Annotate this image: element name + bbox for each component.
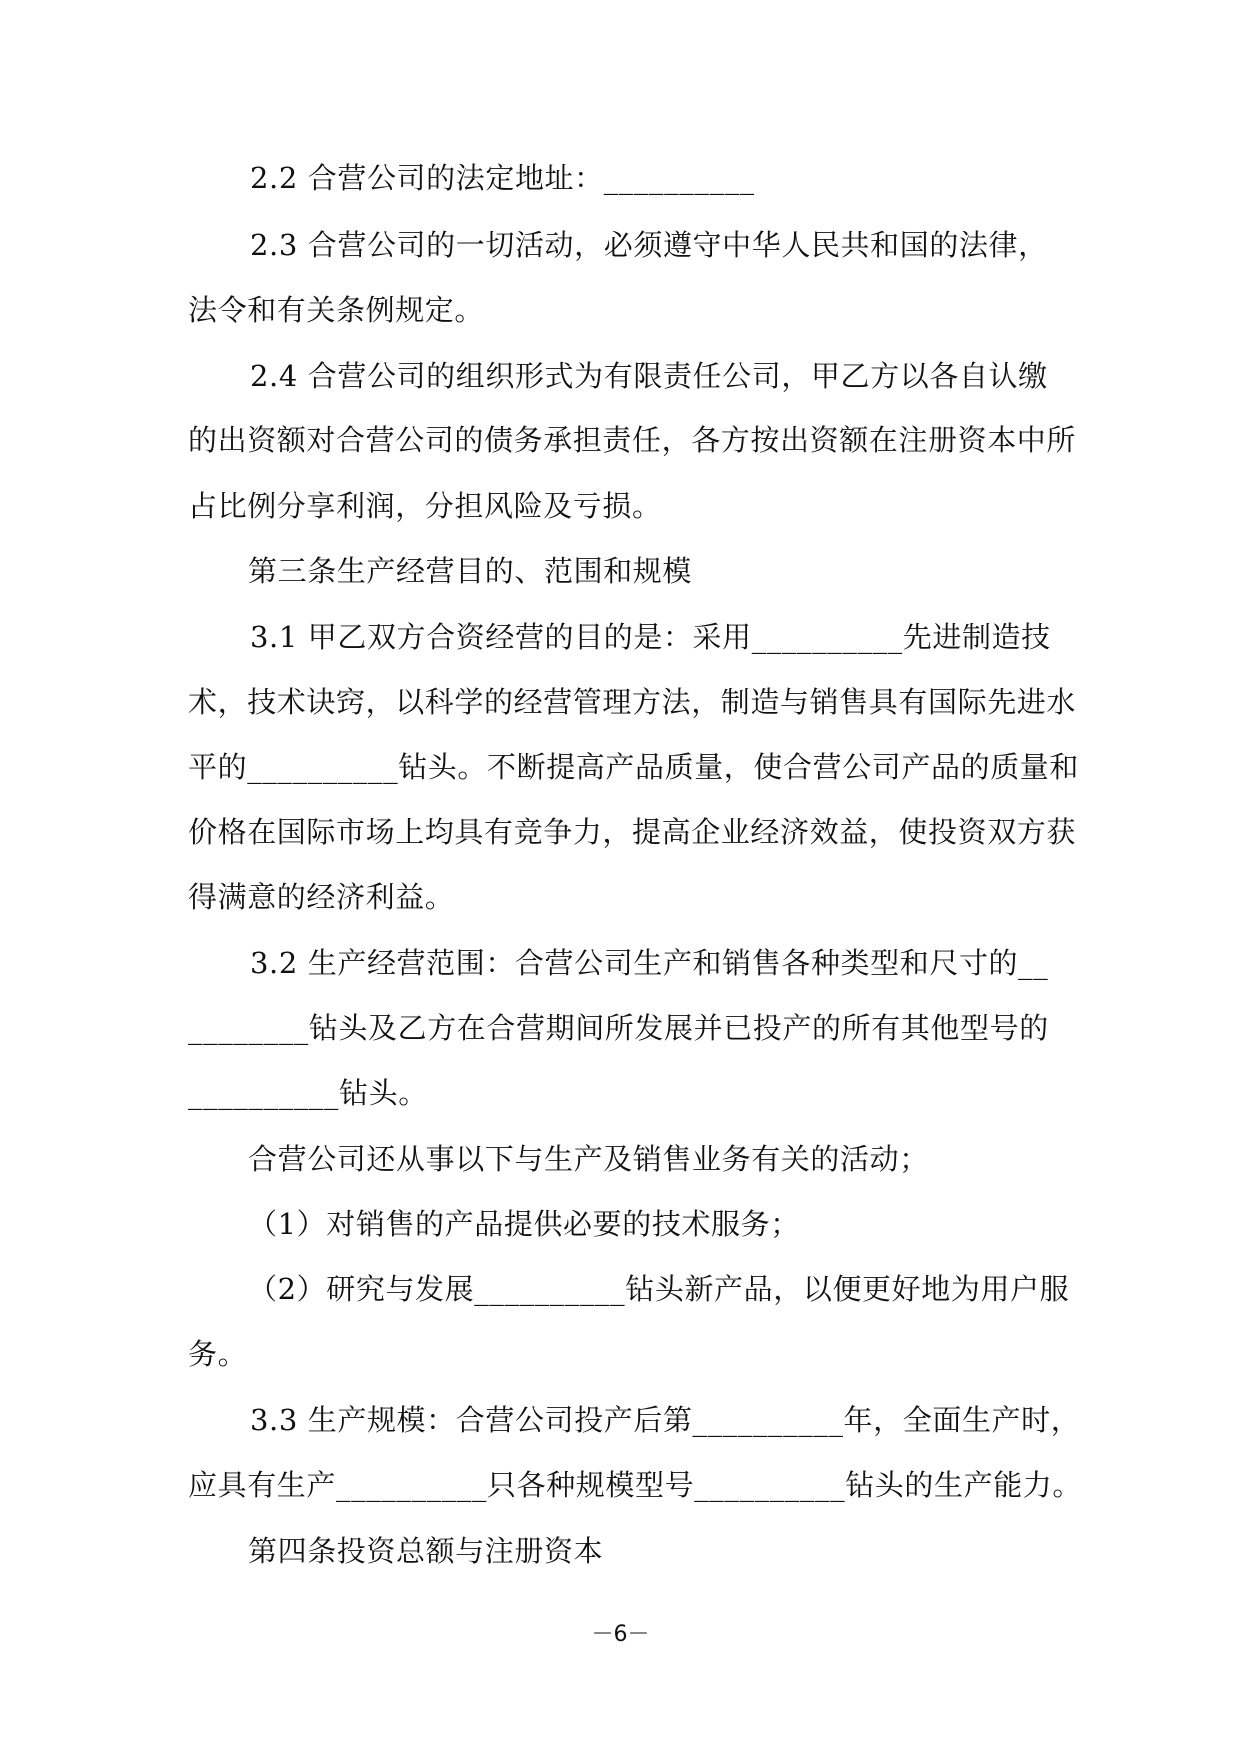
clause-3-1-line-5: 得满意的经济利益。 <box>188 880 455 914</box>
clause-2-3-line-2: 法令和有关条例规定。 <box>188 293 485 327</box>
activity-1: （1）对销售的产品提供必要的技术服务； <box>248 1207 800 1241</box>
clause-2-4-line-2: 的出资额对合营公司的债务承担责任，各方按出资额在注册资本中所 <box>188 423 1077 457</box>
clause-3-1-line-3: 平的__________钻头。不断提高产品质量，使合营公司产品的质量和 <box>188 750 1080 784</box>
clause-3-2-line-2: ________钻头及乙方在合营期间所发展并已投产的所有其他型号的 <box>188 1011 1049 1045</box>
activity-2-line-2: 务。 <box>188 1337 248 1371</box>
page-number: －6－ <box>591 1622 650 1647</box>
clause-3-1-line-2: 术，技术诀窍，以科学的经营管理方法，制造与销售具有国际先进水 <box>188 685 1077 719</box>
clause-3-3-line-2: 应具有生产__________只各种规模型号__________钻头的生产能力。 <box>188 1468 1083 1502</box>
clause-2-3-line-1: 2.3 合营公司的一切活动，必须遵守中华人民共和国的法律， <box>250 228 1048 262</box>
clause-3-2-line-1: 3.2 生产经营范围：合营公司生产和销售各种类型和尺寸的__ <box>250 946 1049 980</box>
activities-intro: 合营公司还从事以下与生产及销售业务有关的活动； <box>248 1142 929 1176</box>
article-3-heading: 第三条生产经营目的、范围和规模 <box>248 554 693 588</box>
clause-2-4-line-1: 2.4 合营公司的组织形式为有限责任公司，甲乙方以各自认缴 <box>250 359 1048 393</box>
clause-3-1-line-4: 价格在国际市场上均具有竞争力，提高企业经济效益，使投资双方获 <box>188 815 1077 849</box>
clause-2-4-line-3: 占比例分享利润，分担风险及亏损。 <box>188 489 662 523</box>
clause-2-2: 2.2 合营公司的法定地址：__________ <box>250 161 755 195</box>
article-4-heading: 第四条投资总额与注册资本 <box>248 1534 604 1568</box>
clause-3-2-line-3: __________钻头。 <box>188 1076 428 1110</box>
clause-3-1-line-1: 3.1 甲乙双方合资经营的目的是：采用__________先进制造技 <box>250 620 1051 654</box>
activity-2-line-1: （2）研究与发展__________钻头新产品，以便更好地为用户服 <box>248 1272 1070 1306</box>
clause-3-3-line-1: 3.3 生产规模：合营公司投产后第__________年，全面生产时， <box>250 1403 1081 1437</box>
